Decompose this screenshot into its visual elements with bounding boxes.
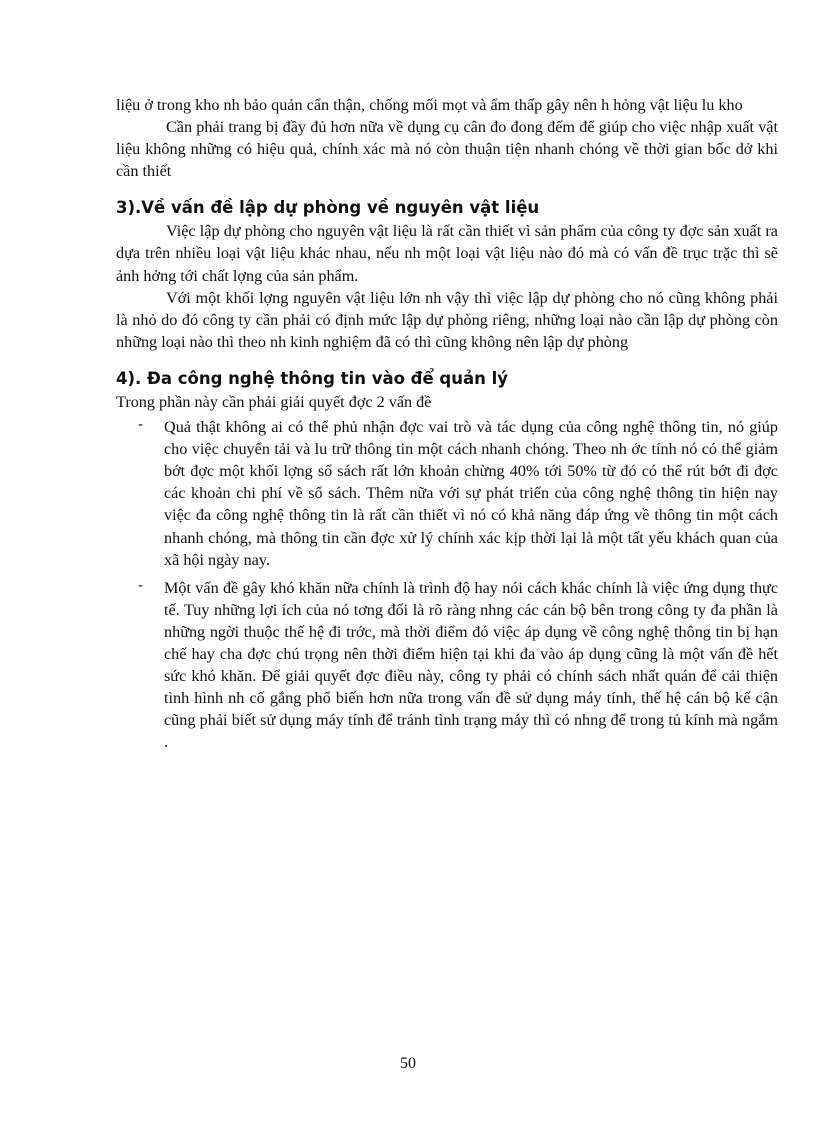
list-item [116,577,778,754]
section-3-paragraph-2: Với một khối lợng nguyên vật liệu lớn nh vậy thì việc lập dự phòng cho nó cũng không phải là nhỏ do đó công ty cần phải có định mức lập dự phòng riêng, những loại nào cần lập dự phòng còn những loại nào thì theo nh kinh nghiệm đã có thì cũng không nên lập dự phòng [116,288,778,351]
bullet-text-1: Quả thật không ai có thể phủ nhận đợc vai trò và tác dụng của công nghệ thông tin, nó giúp cho việc chuyển tải và lu trữ thông tin một cách nhanh chóng. Theo nh ớc tính nó có thể giảm bớt đợc một khối lợng sổ sách rất lớn khoản chừng 40% tới 50% từ đó có thể rút bớt đi đợc các khoản chi phí về sổ sách. Thêm nữa với sự phát triển của công nghệ thông tin hiện nay việc đa công nghệ thông tin là rất cần thiết vì nó có khả năng đáp ứng về thông tin một cách nhanh chóng, mà thông tin cần đợc xử lý chính xác kịp thời lại là một tất yếu khách quan của xã hội ngày nay. [164,418,778,569]
section-3-paragraph-1: Việc lập dự phòng cho nguyên vật liệu là rất cần thiết vì sản phẩm của công ty đợc sản xuất ra dựa trên nhiều loại vật liệu khác nhau, nếu nh một loại vật liệu nào đó mà có vấn đề trục trặc thì sẽ ảnh hởng tới chất lợng của sản phẩm. [116,222,778,285]
page-number: 50 [400,1055,416,1072]
intro-paragraph-2: Cần phải trang bị đầy đủ hơn nữa về dụng cụ cân đo đong đếm để giúp cho việc nhập xuất vật liệu không những có hiệu quả, chính xác mà nó còn thuận tiện nhanh chóng về thời gian bốc dở khi cần thiết [116,118,778,181]
list-item [116,416,778,571]
section-4-bullet-list [116,416,778,753]
bullet-text-2: Một vấn đề gây khó khăn nữa chính là trình độ hay nói cách khác chính là việc ứng dụng thực tế. Tuy những lợi ích của nó tơng đối là rõ ràng nhng các cán bộ bên trong công ty đa phần là những ngời thuộc thế hệ đi trớc, mà thời điểm đó việc áp dụng về công nghệ thông tin bị hạn chế hay cha đợc chú trọng nên thời điểm hiện tại khi đa vào áp dụng cũng là một vấn đề hết sức khó khăn. Để giải quyết đợc điều này, công ty phải có chính sách nhất quán để cải thiện tình hình nh cố gắng phổ biến hơn nữa trong vấn đề sử dụng máy tính, thế hệ cán bộ kế cận cũng phải biết sử dụng máy tính để tránh tình trạng máy thì có nhng để trong tủ kính mà ngắm . [164,578,778,752]
section-4-intro: Trong phần này cần phải giải quyết đợc 2 vấn đề [116,392,432,411]
page-content [116,94,778,759]
bullet-dash: - [138,417,144,434]
section-3-heading: 3).Về vấn đề lập dự phòng về nguyên vật liệu [116,198,540,218]
intro-paragraph-1: liệu ở trong kho nh bảo quản cẩn thận, chống mối mọt và ẩm thấp gây nên h hỏng vật liệu lu kho [116,96,743,114]
bullet-dash: - [138,577,144,594]
section-4-heading: 4). Đa công nghệ thông tin vào để quản lý [116,368,509,388]
